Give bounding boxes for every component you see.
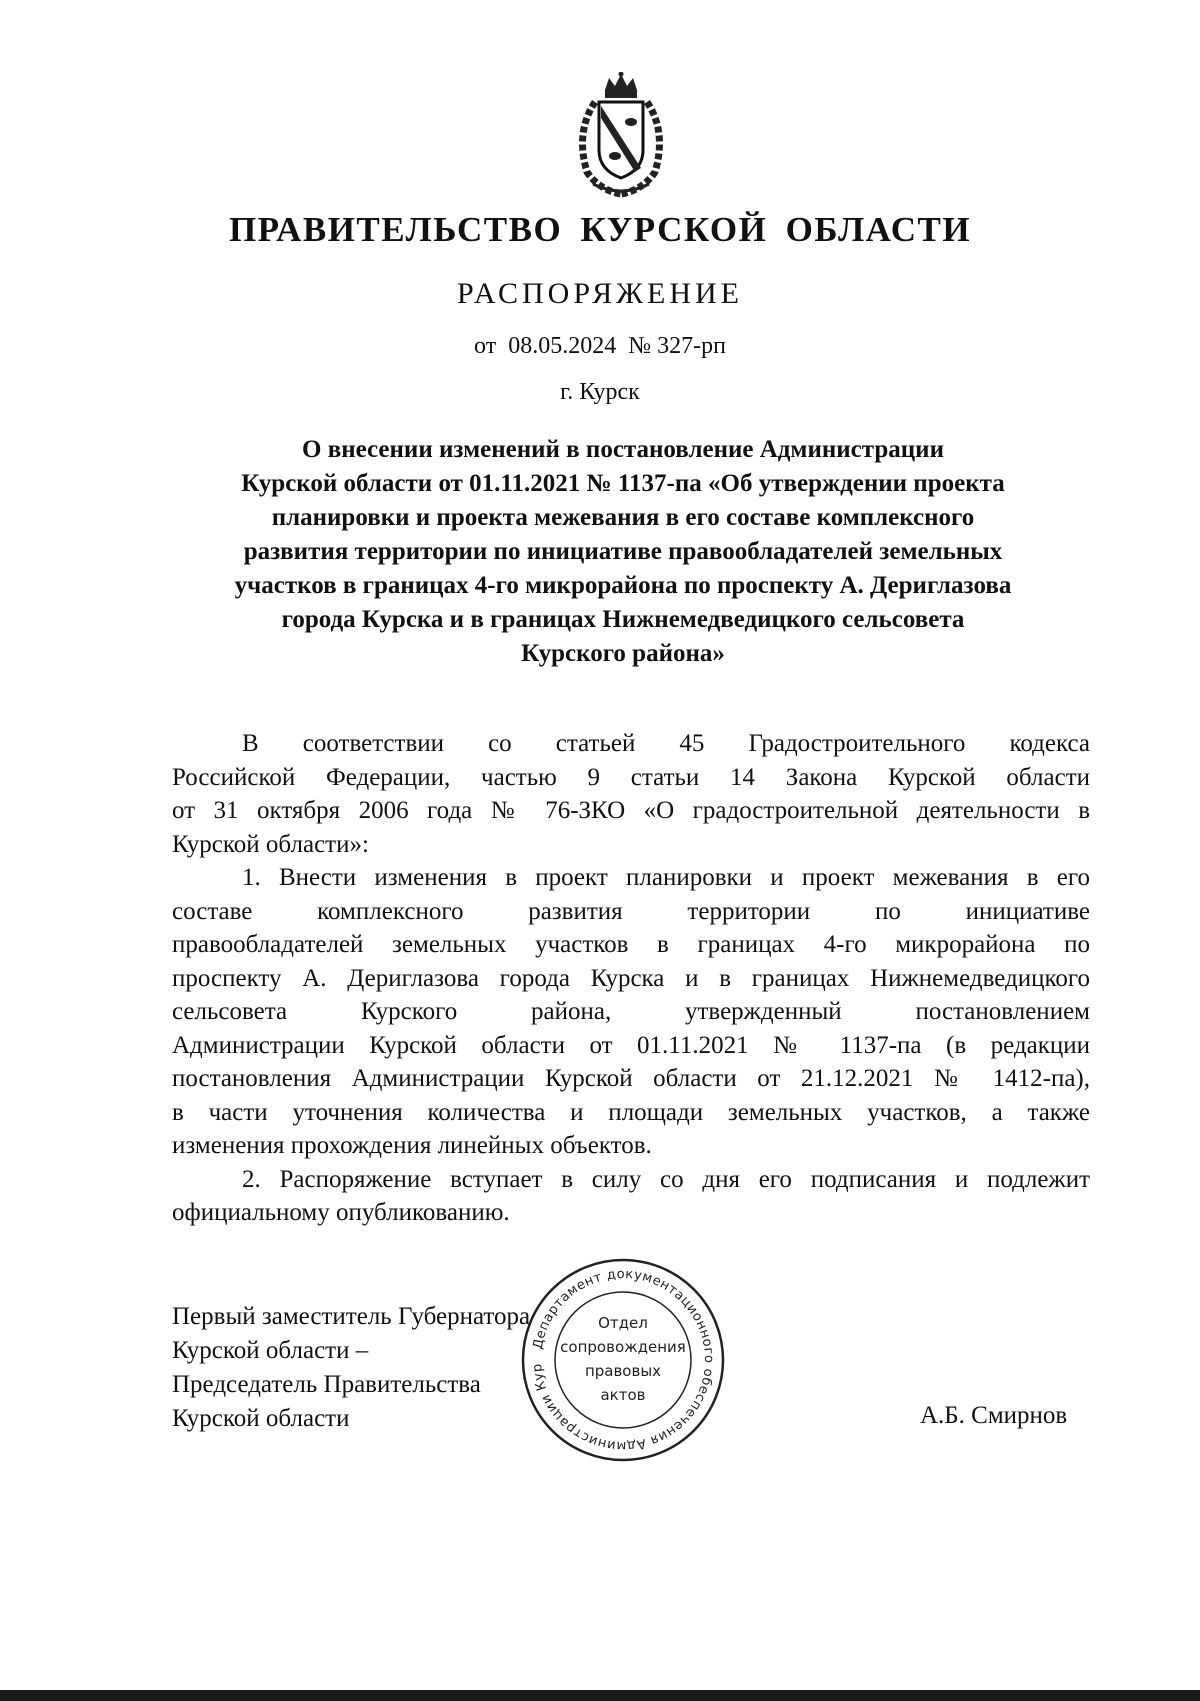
subject-line: развития территории по инициативе правообладателей земельных [243,538,1003,565]
body-line: В соответствии со статьей 45 Градостроительного кодекса [242,730,1090,757]
signatory-position-line: Курской области – [172,1337,369,1364]
body-line: 1. Внести изменения в проект планировки и проект межевания в его [242,864,1090,891]
signatory-position-line: Курской области [172,1405,350,1432]
scan-bottom-edge [0,1690,1200,1701]
document-body [172,727,1090,1230]
stamp-center-line: сопровождения [560,1338,686,1356]
body-line: правообладателей земельных участков в границах 4-го микрорайона по [172,931,1090,958]
stamp-center-line: Отдел [598,1314,648,1332]
subject-line: города Курска и в границах Нижнемедведицкого сельсовета [281,606,965,633]
body-line: сельсовета Курского района, утвержденный постановлением [172,998,1090,1025]
document-date-line [0,333,1200,360]
body-line: Российской Федерации, частью 9 статьи 14 Закона Курской области [172,763,1090,791]
stamp-center-line: правовых [584,1362,662,1380]
body-line: составе комплексного развития территории по инициативе [172,897,1090,925]
coat-of-arms-emblem [565,72,677,198]
signatory-position-line: Председатель Правительства [172,1371,481,1398]
signatory-name: А.Б. Смирнов [920,1402,1068,1429]
document-subject [178,433,1068,671]
official-stamp [518,1255,728,1465]
stamp-center-line: актов [600,1386,646,1404]
subject-line: О внесении изменений в постановление Администрации [302,436,944,463]
body-line: 2. Распоряжение вступает в силу со дня его подписания и подлежит [242,1165,1090,1193]
stamp-ring-text: Департамент документационного обеспечения Администрации Кур [529,1266,717,1454]
signatory-position [172,1300,530,1436]
body-line: Администрации Курской области от 01.11.2021 № 1137-па (в редакции [172,1031,1090,1059]
body-line: постановления Администрации Курской области от 21.12.2021 № 1412-па), [172,1065,1090,1092]
signatory-position-line: Первый заместитель Губернатора [172,1303,531,1330]
date-prefix: от [474,333,497,359]
subject-line: участков в границах 4-го микрорайона по проспекту А. Дериглазова [234,572,1012,599]
document-type: РАСПОРЯЖЕНИЕ [456,277,744,310]
body-line: проспекту А. Дериглазова города Курска и в границах Нижнемедведицкого [172,964,1090,992]
subject-line: Курского района» [521,640,725,667]
subject-line: Курской области от 01.11.2021 № 1137-па «Об утверждении проекта [241,470,1005,497]
body-line: от 31 октября 2006 года № 76-ЗКО «О градостроительной деятельности в [172,797,1090,824]
document-date: 08.05.2024 [508,333,617,359]
body-line: официальному опубликованию. [172,1199,510,1226]
document-number: № 327-рп [628,333,726,359]
stamp-center-text [518,1311,728,1407]
subject-line: планировки и проекта межевания в его составе комплексного [271,504,975,531]
body-line: изменения прохождения линейных объектов. [172,1132,652,1159]
body-line: Курской области»: [172,830,369,858]
body-line: в части уточнения количества и площади земельных участков, а также [172,1098,1090,1126]
document-city: г. Курск [560,379,640,405]
government-title: ПРАВИТЕЛЬСТВО КУРСКОЙ ОБЛАСТИ [228,210,972,249]
